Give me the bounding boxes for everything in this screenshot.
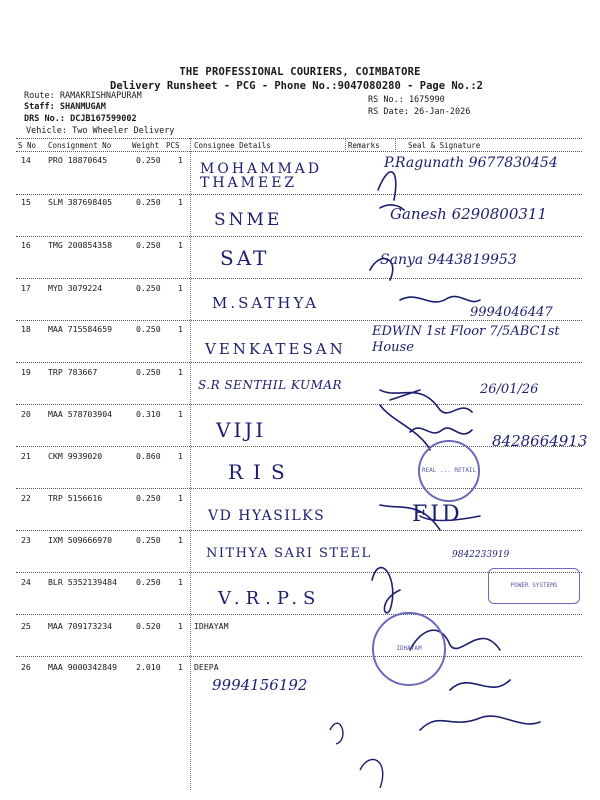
cell-sno: 24 [21,577,31,587]
handwritten-consignee: M.SATHYA [212,294,320,312]
cell-weight: 0.250 [136,367,161,377]
retail-stamp [418,440,480,502]
handwritten-consignee: VD HYASILKS [208,508,326,524]
cell-consignment: SLM 387698405 [48,197,113,207]
cell-pcs: 1 [178,367,183,377]
col-header-seal: Seal & Signature [408,141,481,150]
cell-sno: 15 [21,197,31,207]
signature-stroke [390,390,420,400]
handwritten-consignee: NITHYA SARI STEEL [206,546,372,561]
handwritten-signature: EDWIN 1st Floor 7/5ABC1st House [372,324,560,355]
cell-pcs: 1 [178,535,183,545]
cell-weight: 0.250 [136,240,161,250]
cell-pcs: 1 [178,493,183,503]
signature-stroke [378,172,396,200]
cell-sno: 25 [21,621,31,631]
handwritten-consignee: VIJI [216,418,267,442]
signature-stroke [410,428,472,434]
cell-sno: 14 [21,155,31,165]
cell-pcs: 1 [178,197,183,207]
signature-stroke [380,205,404,210]
bottom-scribble [320,700,440,790]
cell-consignment: MAA 715584659 [48,324,113,334]
signature-stroke [380,405,430,450]
cell-weight: 0.250 [136,324,161,334]
cell-consignment: MAA 709173234 [48,621,113,631]
document-subtitle: Delivery Runsheet - PCG - Phone No.:9047080280 - Page No.:2 [110,80,483,92]
route-value: RAMAKRISHNAPURAM [59,91,142,101]
vehicle-label: Vehicle: [26,126,67,136]
route-label: Route: [24,91,55,101]
cell-pcs: 1 [178,621,183,631]
col-header-sno: S No [18,141,37,150]
handwritten-signature: 9842233919 [452,550,510,560]
handwritten-consignee: VENKATESAN [205,340,346,358]
col-header-consignee: Consignee Details [194,141,271,150]
signature-stroke [400,296,480,301]
signature-stroke [450,680,510,690]
scribble-stroke [360,760,383,788]
drs-value: DCJB167599002 [70,114,137,124]
cell-sno: 16 [21,240,31,250]
cell-pcs: 1 [178,662,183,672]
rs-number: RS No.: 1675990 [368,95,445,105]
cell-consignment: IXM 509666970 [48,535,113,545]
cell-consignment: TRP 5156616 [48,493,103,503]
cell-sno: 17 [21,283,31,293]
cell-pcs: 1 [178,324,183,334]
cell-consignment: MAA 578703904 [48,409,113,419]
col-header-consignment: Consignment No [48,141,112,150]
handwritten-signature: Sanya 9443819953 [380,252,517,268]
handwritten-consignee: SNME [214,210,283,230]
cell-weight: 0.250 [136,283,161,293]
cell-pcs: 1 [178,155,183,165]
cell-weight: 0.250 [136,577,161,587]
cell-weight: 0.310 [136,409,161,419]
cell-sno: 22 [21,493,31,503]
cell-sno: 18 [21,324,31,334]
drs-label: DRS No.: [24,114,65,124]
cell-pcs: 1 [178,577,183,587]
handwritten-consignee: S.R SENTHIL KUMAR [198,378,343,392]
cell-pcs: 1 [178,451,183,461]
handwritten-consignee: V.R.P.S [218,588,322,609]
handwritten-consignee: MOHAMMAD THAMEEZ [200,161,323,191]
document-title: THE PROFESSIONAL COURIERS, COIMBATORE [179,66,421,78]
cell-consignee: IDHAYAM [194,621,229,631]
staff-label: Staff: [24,102,55,112]
signature-stroke [372,568,400,613]
cell-sno: 23 [21,535,31,545]
signature-stroke [370,259,393,280]
vehicle-value: Two Wheeler Delivery [72,126,175,136]
cell-pcs: 1 [178,283,183,293]
staff-value: SHANMUGAM [59,102,106,112]
cell-sno: 21 [21,451,31,461]
vehicle-line [26,126,174,136]
idhayam-stamp [372,612,446,686]
staff-line [24,102,106,112]
cell-consignment: TRP 783667 [48,367,98,377]
grid-line [16,138,582,139]
cell-weight: 0.520 [136,621,161,631]
cell-weight: 0.250 [136,197,161,207]
scribble-stroke [330,723,343,744]
cell-sno: 26 [21,662,31,672]
cell-pcs: 1 [178,240,183,250]
cell-consignment: CKM 9939020 [48,451,103,461]
cell-consignment: TMG 200854358 [48,240,113,250]
handwritten-consignee: RIS [228,460,295,484]
idhayam-stamp-text: IDHAYAM [396,645,422,652]
cell-weight: 2.010 [136,662,161,672]
handwritten-signature: 26/01/26 [480,382,539,397]
signature-stroke [380,390,472,413]
cell-consignment: MYD 3079224 [48,283,103,293]
col-header-weight: Weight [132,141,160,150]
cell-pcs: 1 [178,409,183,419]
handwritten-consignee: 9994156192 [212,676,308,694]
cell-sno: 20 [21,409,31,419]
handwritten-signature: P.Ragunath 9677830454 [384,155,558,171]
handwritten-signature: FID [412,502,463,527]
handwritten-signature: 9994046447 [470,305,553,320]
cell-weight: 0.250 [136,155,161,165]
power-systems-stamp [488,568,580,604]
handwritten-signature: 8428664913 [492,432,588,450]
cell-consignee: DEEPA [194,662,219,672]
col-header-pcs: PCS [166,141,180,150]
power-systems-stamp-text: POWER SYSTEMS [510,582,558,589]
cell-consignment: BLR 5352139484 [48,577,118,587]
cell-weight: 0.860 [136,451,161,461]
cell-weight: 0.250 [136,493,161,503]
cell-consignment: MAA 9000342849 [48,662,118,672]
handwritten-consignee: SAT [220,246,270,270]
handwritten-signature: Ganesh 6290800311 [390,205,548,223]
cell-consignment: PRO 18870645 [48,155,108,165]
grid-divider-remarks [345,138,346,152]
cell-weight: 0.250 [136,535,161,545]
retail-stamp-text: REAL ... RETAIL [421,467,477,474]
drs-line [24,114,137,124]
rs-date: RS Date: 26-Jan-2026 [368,107,471,117]
col-header-remarks: Remarks [348,141,380,150]
cell-sno: 19 [21,367,31,377]
signature-stroke [380,505,440,530]
route-line [24,91,142,101]
